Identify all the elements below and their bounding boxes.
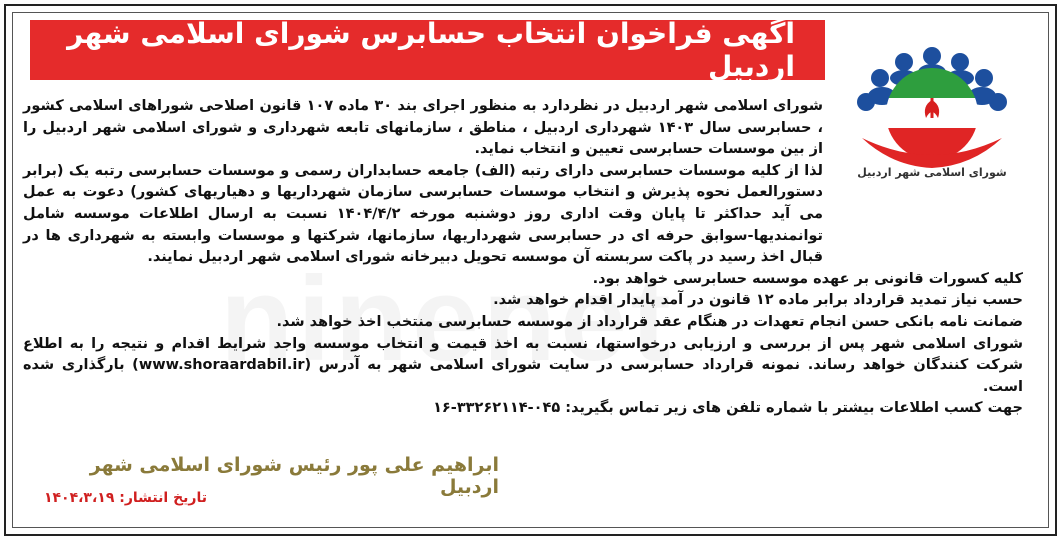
notice-body xyxy=(23,96,1023,420)
signature: ابراهیم علی پور رئیس شورای اسلامی شهر اردبیل xyxy=(89,454,499,498)
notice-title: آگهی فراخوان انتخاب حسابرس شورای اسلامی شهر اردبیل xyxy=(30,20,825,80)
paragraph-intro: شورای اسلامی شهر اردبیل در نظردارد به منظور اجرای بند ۳۰ ماده ۱۰۷ قانون اصلاحی شوراهای اسلامی کشور ، حسابرسی سال ۱۴۰۳ شهرداری اردبیل ، مناطق ، سازمانهای تابعه شهرداری و شورای اسلامی شهر اردبیل را از بین موسسات حسابرسی تعیین و انتخاب نماید. xyxy=(23,98,824,158)
publication-date: تاریخ انتشار: ۱۴۰۴،۳،۱۹ xyxy=(43,490,207,506)
council-logo-icon xyxy=(842,42,1022,182)
paragraph-extension: حسب نیاز تمدید قرارداد برابر ماده ۱۲ قانون در آمد پایدار اقدام خواهد شد. xyxy=(493,292,1023,309)
paragraph-guarantee: ضمانت نامه بانکی حسن انجام تعهدات در هنگام عقد قرارداد از موسسه حسابرسی منتخب اخذ خواهد شد. xyxy=(276,313,1023,330)
paragraph-invitation: لذا از کلیه موسسات حسابرسی دارای رتبه (الف) جامعه حسابداران رسمی و موسسات حسابرسی رتبه یک (برابر دستورالعمل نحوه پذیرش و انتخاب موسسات حسابرسی سازمان شهرداریها و دهیاریهای کشور) دعوت به عمل می آید حداکثر تا پایان وقت اداری روز دوشنبه مورخه ۱۴۰۴/۴/۲ نسبت به ارسال اطلاعات موسسه شامل توانمندیها-سوابق حرفه ای در حسابرسی شهرداریها، سازمانها، شرکتها و موسسات وابسته به شهرداری ها در قبال اخذ رسید در پاکت سربسته آن موسسه تحویل دبیرخانه شورای اسلامی شهر اردبیل نمایند. xyxy=(23,162,824,266)
council-logo xyxy=(842,42,1022,182)
logo-caption: شورای اسلامی شهر اردبیل xyxy=(857,166,1007,179)
paragraph-contact: جهت کسب اطلاعات بیشتر با شماره تلفن های زیر تماس بگیرید: ۰۴۵-۳۳۲۶۲۱۱۴-۱۶ xyxy=(433,400,1023,417)
paragraph-deductions: کلیه کسورات قانونی بر عهده موسسه حسابرسی خواهد بود. xyxy=(592,270,1023,287)
paragraph-evaluation: شورای اسلامی شهر پس از بررسی و ارزیابی درخواستها، نسبت به اخذ قیمت و انتخاب موسسه واجد شرایط اقدام و نتیجه را به اطلاع شرکت کنندگان خواهد رساند. نمونه قرارداد حسابرسی در سایت شورای اسلامی شهر به آدرس (www.shoraardabil.ir) بارگذاری شده است. xyxy=(23,335,1023,395)
